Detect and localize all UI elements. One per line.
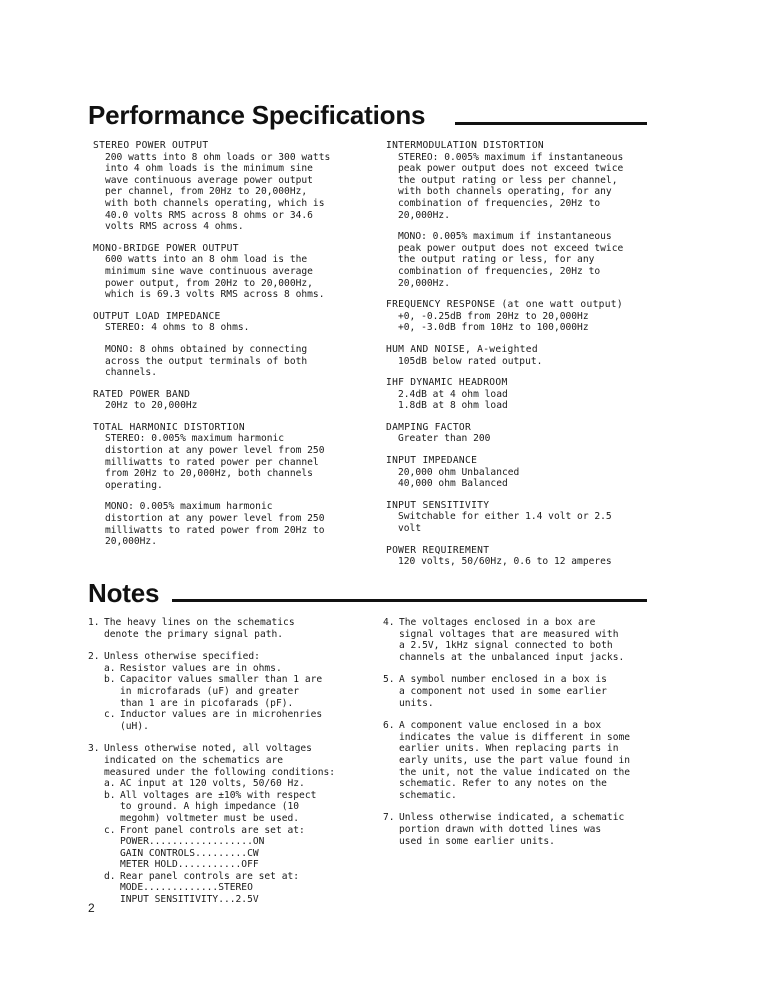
note-number: 7.: [383, 812, 395, 824]
note-text: Unless otherwise specified:: [104, 651, 260, 663]
note-subitem-text: Inductor values are in microhenries (uH).: [120, 709, 323, 732]
note-body: [399, 674, 658, 709]
note-subitem: [104, 871, 368, 906]
note-number: 2.: [88, 651, 100, 663]
note-text: Unless otherwise indicated, a schematic portion drawn with dotted lines was used in some earlier units.: [399, 812, 625, 847]
specs-right-column: [386, 140, 656, 578]
note-subitem-letter: b.: [104, 674, 116, 686]
spec-value: Greater than 200: [398, 433, 491, 445]
spec-value: STEREO: 0.005% maximum harmonic distortion at any power level from 250 milliwatts to rated power per channel from 20Hz to 20,000Hz, both channels operating.: [105, 433, 325, 491]
spec-value: MONO: 0.005% maximum if instantaneous peak power output does not exceed twice the output rating or less, for any combination of frequencies, 20Hz to 20,000Hz.: [398, 231, 624, 289]
spec-value: 600 watts into an 8 ohm load is the minimum sine wave continuous average power output, from 20Hz to 20,000Hz, which is 69.3 volts RMS across 8 ohms.: [105, 254, 325, 301]
spec-section: [386, 422, 656, 445]
spec-section: [386, 344, 656, 367]
spec-value: 105dB below rated output.: [398, 355, 543, 367]
note-subitem-letter: a.: [104, 662, 116, 674]
spec-section: [93, 389, 373, 412]
note-item: [383, 617, 658, 663]
note-subitem-text: AC input at 120 volts, 50/60 Hz.: [120, 778, 305, 790]
notes-heading: Notes: [88, 578, 160, 608]
spec-value: 120 volts, 50/60Hz, 0.6 to 12 amperes: [398, 556, 612, 568]
spec-title: DAMPING FACTOR: [386, 421, 472, 433]
note-number: 4.: [383, 617, 395, 628]
note-subitem-text: All voltages are ±10% with respect to ground. A high impedance (10 megohm) voltmeter must be used.: [120, 789, 317, 824]
specs-heading-rule: [455, 122, 647, 125]
note-subitem: [104, 790, 368, 825]
spec-title: STEREO POWER OUTPUT: [93, 140, 209, 151]
note-body: [399, 812, 658, 847]
spec-value: 200 watts into 8 ohm loads or 300 watts into 4 ohm loads is the minimum sine wave continuous average power output per channel, from 20Hz to 20,000Hz, with both channels operating, which is 40.0 volts RMS across 8 ohms or 34.6 volts RMS across 4 ohms.: [105, 151, 331, 233]
page-number: 2: [88, 901, 95, 915]
note-subitem-letter: c.: [104, 824, 116, 836]
specs-left-column: [93, 140, 373, 558]
note-body: [104, 617, 368, 640]
note-subitem: [104, 709, 368, 732]
spec-value: 20,000 ohm Unbalanced 40,000 ohm Balanced: [398, 466, 520, 490]
notes-left-column: [88, 617, 368, 917]
note-subitem-text: Capacitor values smaller than 1 are in microfarads (uF) and greater than 1 are in picofarads (pF).: [120, 674, 323, 709]
spec-title: MONO-BRIDGE POWER OUTPUT: [93, 242, 239, 254]
spec-section: [386, 500, 656, 535]
spec-title: INPUT IMPEDANCE: [386, 455, 478, 467]
spec-value: STEREO: 0.005% maximum if instantaneous peak power output does not exceed twice the output rating or less per channel, with both channels operating, for any combination of frequencies, 20Hz to 20,000Hz.: [398, 151, 624, 221]
spec-section: [93, 140, 373, 233]
note-subitem-text: Rear panel controls are set at: MODE.............STEREO INPUT SENSITIVITY...2.5V: [120, 870, 300, 906]
spec-title: INPUT SENSITIVITY: [386, 499, 490, 511]
spec-section: [386, 455, 656, 490]
note-item: [88, 651, 368, 732]
notes-heading-rule: [172, 599, 647, 602]
note-text: The heavy lines on the schematics denote the primary signal path.: [104, 617, 295, 640]
note-subitem: [104, 778, 368, 790]
note-subitem-letter: c.: [104, 709, 116, 721]
note-item: [88, 743, 368, 905]
note-item: [383, 812, 658, 847]
spec-section: [93, 311, 373, 379]
spec-title: POWER REQUIREMENT: [386, 544, 490, 556]
note-subitem: [104, 825, 368, 871]
notes-right-column: [383, 617, 658, 858]
note-subitem: [104, 663, 368, 675]
note-body: [104, 651, 368, 732]
spec-section: [93, 422, 373, 548]
note-text: A component value enclosed in a box indicates the value is different in some earlier units. When replacing parts in early units, use the part value found in the unit, not the value indicated on the schematic. Refer to any notes on the schematic.: [399, 720, 631, 801]
spec-title: INTERMODULATION DISTORTION: [386, 140, 544, 151]
spec-section: [386, 299, 656, 334]
note-body: [104, 743, 368, 905]
spec-value: Switchable for either 1.4 volt or 2.5 volt: [398, 511, 612, 535]
note-number: 1.: [88, 617, 100, 628]
note-number: 6.: [383, 720, 395, 732]
note-subitem-letter: a.: [104, 778, 116, 790]
note-subitem-text: Resistor values are in ohms.: [120, 662, 282, 674]
note-item: [383, 674, 658, 709]
specs-heading: Performance Specifications: [88, 100, 426, 130]
spec-title: RATED POWER BAND: [93, 388, 191, 400]
spec-value: STEREO: 4 ohms to 8 ohms.: [105, 322, 250, 334]
spec-value: MONO: 0.005% maximum harmonic distortion at any power level from 250 milliwatts to rated power from 20Hz to 20,000Hz.: [105, 501, 325, 548]
spec-section: [386, 140, 656, 289]
note-text: A symbol number enclosed in a box is a component not used in some earlier units.: [399, 674, 607, 709]
note-body: [399, 720, 658, 801]
spec-title: OUTPUT LOAD IMPEDANCE: [93, 310, 221, 322]
note-body: [399, 617, 658, 663]
spec-value: MONO: 8 ohms obtained by connecting across the output terminals of both channels.: [105, 343, 308, 379]
spec-section: [386, 545, 656, 568]
note-item: [383, 720, 658, 801]
note-text: The voltages enclosed in a box are signal voltages that are measured with a 2.5V, 1kHz signal connected to both channels at the unbalanced input jacks.: [399, 617, 625, 663]
note-number: 5.: [383, 674, 395, 686]
spec-title: TOTAL HARMONIC DISTORTION: [93, 421, 245, 433]
note-text: Unless otherwise noted, all voltages indicated on the schematics are measured under the following conditions:: [104, 743, 336, 778]
spec-section: [386, 377, 656, 412]
spec-value: 20Hz to 20,000Hz: [105, 400, 198, 412]
note-number: 3.: [88, 743, 100, 755]
spec-value: +0, -0.25dB from 20Hz to 20,000Hz +0, -3.0dB from 10Hz to 100,000Hz: [398, 310, 589, 334]
note-subitem-letter: d.: [104, 870, 116, 882]
note-subitem-letter: b.: [104, 789, 116, 801]
spec-title: IHF DYNAMIC HEADROOM: [386, 377, 508, 389]
spec-title: FREQUENCY RESPONSE (at one watt output): [386, 299, 623, 311]
spec-section: [93, 243, 373, 301]
spec-value: 2.4dB at 4 ohm load 1.8dB at 8 ohm load: [398, 388, 508, 412]
note-item: [88, 617, 368, 640]
note-subitem: [104, 674, 368, 709]
spec-title: HUM AND NOISE, A-weighted: [386, 343, 538, 355]
note-subitem-text: Front panel controls are set at: POWER..................ON GAIN CONTROLS.........CW METER HOLD...........OFF: [120, 824, 305, 871]
